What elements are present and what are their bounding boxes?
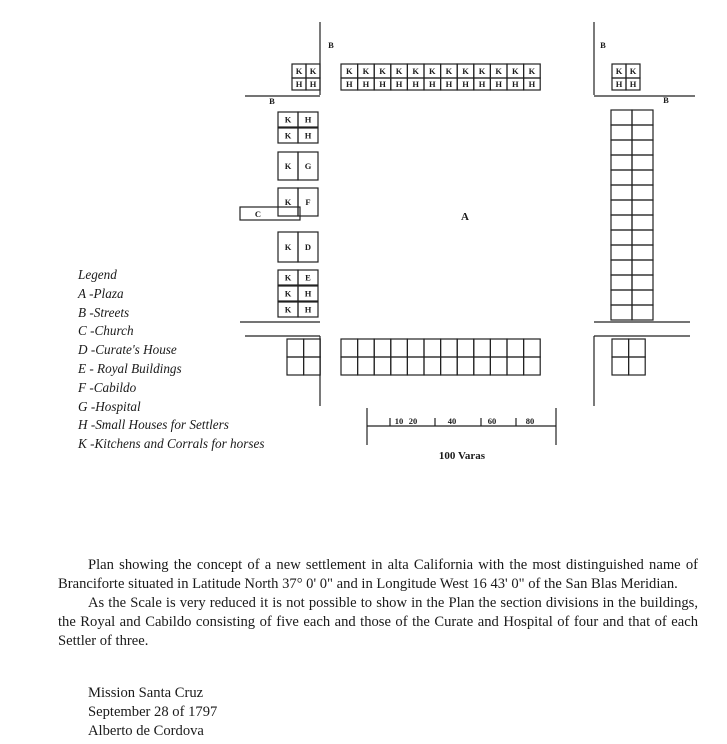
south-lot-cell <box>391 339 408 357</box>
east-lot-cell <box>611 200 632 215</box>
south-lot-cell <box>490 339 507 357</box>
nw-kitchen-label: K <box>309 66 317 76</box>
scale-tick-label: 80 <box>525 416 535 426</box>
east-lot-cell <box>632 305 653 320</box>
church-label: C <box>254 209 262 219</box>
south-lot-cell <box>507 357 524 375</box>
legend-item-streets: B -Streets <box>78 304 130 320</box>
legend-item-church: C -Church <box>78 323 134 339</box>
street-label-east: B <box>663 95 669 105</box>
west-kitchen-label: K <box>284 242 292 252</box>
east-lot-cell <box>632 170 653 185</box>
south-lot-cell <box>524 339 541 357</box>
north-house-label: H <box>445 79 453 89</box>
south-lot-cell <box>474 339 491 357</box>
south-lot-cell <box>612 339 629 357</box>
caption-paragraph-1: Plan showing the concept of a new settlement in alta California with the most distinguished name of Branciforte situated in Latitude North 37° 0' 0" and in Longitude West 16 43' 0" of the San Blas Meridian. <box>58 557 698 592</box>
nw-kitchen-label: K <box>295 66 303 76</box>
east-lot-cell <box>611 290 632 305</box>
north-kitchen-label: K <box>495 66 503 76</box>
west-lot-label: F <box>305 197 311 207</box>
south-lot-cell <box>424 339 441 357</box>
ne-house-label: H <box>615 79 623 89</box>
south-lot-cell <box>612 357 629 375</box>
south-lot-cell <box>407 357 424 375</box>
west-lot-label: G <box>304 161 312 171</box>
legend-item-small-houses: H -Small Houses for Settlers <box>78 417 229 433</box>
north-house-label: H <box>345 79 353 89</box>
south-lot-cell <box>507 339 524 357</box>
east-lot-cell <box>611 170 632 185</box>
south-lot-cell <box>374 357 391 375</box>
west-lot-label: D <box>304 242 312 252</box>
east-lot-cell <box>632 200 653 215</box>
south-lot-cell <box>341 339 358 357</box>
east-lot-cell <box>611 275 632 290</box>
south-lot-cell <box>341 357 358 375</box>
south-lot-cell <box>407 339 424 357</box>
west-kitchen-label: K <box>284 304 292 315</box>
legend-title: Legend <box>78 267 117 282</box>
north-house-label: H <box>379 79 386 89</box>
north-house-label: H <box>478 79 486 89</box>
scale-tick-label: 10 <box>394 416 404 426</box>
date: September 28 of 1797 <box>88 704 218 720</box>
north-kitchen-label: K <box>412 66 420 76</box>
south-lot-cell <box>524 357 541 375</box>
east-lot-cell <box>611 305 632 320</box>
signature: Alberto de Cordova <box>88 723 204 739</box>
church-block <box>240 207 300 220</box>
west-lot-label: H <box>304 304 312 315</box>
west-lot-label: H <box>304 130 312 141</box>
legend-item-plaza: A -Plaza <box>78 285 124 301</box>
south-lot-cell <box>457 357 474 375</box>
east-lot-cell <box>611 215 632 230</box>
north-kitchen-label: K <box>528 66 536 76</box>
west-lot-label: H <box>304 114 312 125</box>
west-kitchen-label: K <box>284 130 292 141</box>
west-kitchen-label: K <box>284 161 292 171</box>
west-kitchen-label: K <box>284 272 292 283</box>
north-house-label: H <box>495 79 503 89</box>
north-kitchen-label: K <box>345 66 353 76</box>
north-kitchen-label: K <box>462 66 469 76</box>
east-lot-cell <box>632 260 653 275</box>
legend-item-cabildo: F -Cabildo <box>78 379 137 395</box>
legend <box>78 266 264 454</box>
legend-item-royal-buildings: E - Royal Buildings <box>78 360 182 376</box>
north-kitchen-label: K <box>511 66 519 76</box>
south-lot-cell <box>629 339 646 357</box>
east-lot-cell <box>632 125 653 140</box>
ne-kitchen-label: K <box>615 66 623 76</box>
east-lot-cell <box>632 140 653 155</box>
scale-tick-label: 20 <box>408 416 418 426</box>
south-lot-cell <box>629 357 646 375</box>
north-kitchen-label: K <box>362 66 370 76</box>
east-lot-cell <box>632 215 653 230</box>
south-lot-cell <box>304 339 321 357</box>
street-label-north-west: B <box>328 40 334 50</box>
plaza-label: A <box>461 211 469 223</box>
east-lot-cell <box>632 245 653 260</box>
east-lot-cell <box>632 230 653 245</box>
south-lot-cell <box>287 357 304 375</box>
legend-item-curates-house: D -Curate's House <box>78 342 177 358</box>
east-lot-cell <box>611 110 632 125</box>
south-lot-cell <box>358 339 375 357</box>
scale-tick-label: 60 <box>487 416 497 426</box>
east-lot-cell <box>611 140 632 155</box>
north-kitchen-label: K <box>478 66 486 76</box>
east-lot-cell <box>611 185 632 200</box>
east-lot-cell <box>632 275 653 290</box>
west-lot-label: H <box>304 288 312 299</box>
street-label-west: B <box>269 96 275 106</box>
east-lot-cell <box>611 155 632 170</box>
south-lot-cell <box>304 357 321 375</box>
legend-item-hospital: G -Hospital <box>78 398 141 414</box>
south-lot-cell <box>457 339 474 357</box>
north-house-label: H <box>362 79 370 89</box>
east-lot-cell <box>611 260 632 275</box>
south-lot-cell <box>474 357 491 375</box>
north-house-label: H <box>462 79 469 89</box>
north-house-label: H <box>412 79 420 89</box>
north-house-label: H <box>528 79 536 89</box>
east-lot-cell <box>632 155 653 170</box>
east-lot-cell <box>632 110 653 125</box>
east-lot-cell <box>611 230 632 245</box>
north-house-label: H <box>511 79 519 89</box>
street-label-north-east: B <box>600 40 606 50</box>
east-lot-cell <box>611 125 632 140</box>
place: Mission Santa Cruz <box>88 685 204 701</box>
scale-label: 100 Varas <box>438 450 486 462</box>
east-lot-cell <box>611 245 632 260</box>
west-kitchen-label: K <box>284 114 292 125</box>
north-house-label: H <box>395 79 403 89</box>
south-lot-cell <box>358 357 375 375</box>
south-lot-cell <box>441 357 458 375</box>
south-lot-cell <box>490 357 507 375</box>
ne-kitchen-label: K <box>629 66 637 76</box>
north-kitchen-label: K <box>428 66 436 76</box>
south-lot-cell <box>374 339 391 357</box>
west-lot-label: E <box>305 272 311 283</box>
caption <box>58 556 698 651</box>
scale-tick-label: 40 <box>447 416 457 426</box>
north-kitchen-label: K <box>395 66 403 76</box>
south-lot-cell <box>441 339 458 357</box>
east-lot-cell <box>632 185 653 200</box>
ne-house-label: H <box>629 79 637 89</box>
north-house-label: H <box>428 79 436 89</box>
south-lot-cell <box>424 357 441 375</box>
north-kitchen-label: K <box>445 66 453 76</box>
east-lot-cell <box>632 290 653 305</box>
signature-block <box>88 684 217 741</box>
nw-house-label: H <box>309 79 317 89</box>
south-lot-cell <box>391 357 408 375</box>
south-lot-cell <box>287 339 304 357</box>
north-kitchen-label: K <box>379 66 386 76</box>
nw-house-label: H <box>295 79 303 89</box>
legend-item-kitchens: K -Kitchens and Corrals for horses <box>78 436 265 452</box>
west-kitchen-label: K <box>284 197 292 207</box>
caption-paragraph-2: As the Scale is very reduced it is not possible to show in the Plan the section divisions in the buildings, the Royal and Cabildo consisting of five each and those of the Curate and Hospital of four and that of each Settler of three. <box>58 595 698 649</box>
west-kitchen-label: K <box>284 288 292 299</box>
